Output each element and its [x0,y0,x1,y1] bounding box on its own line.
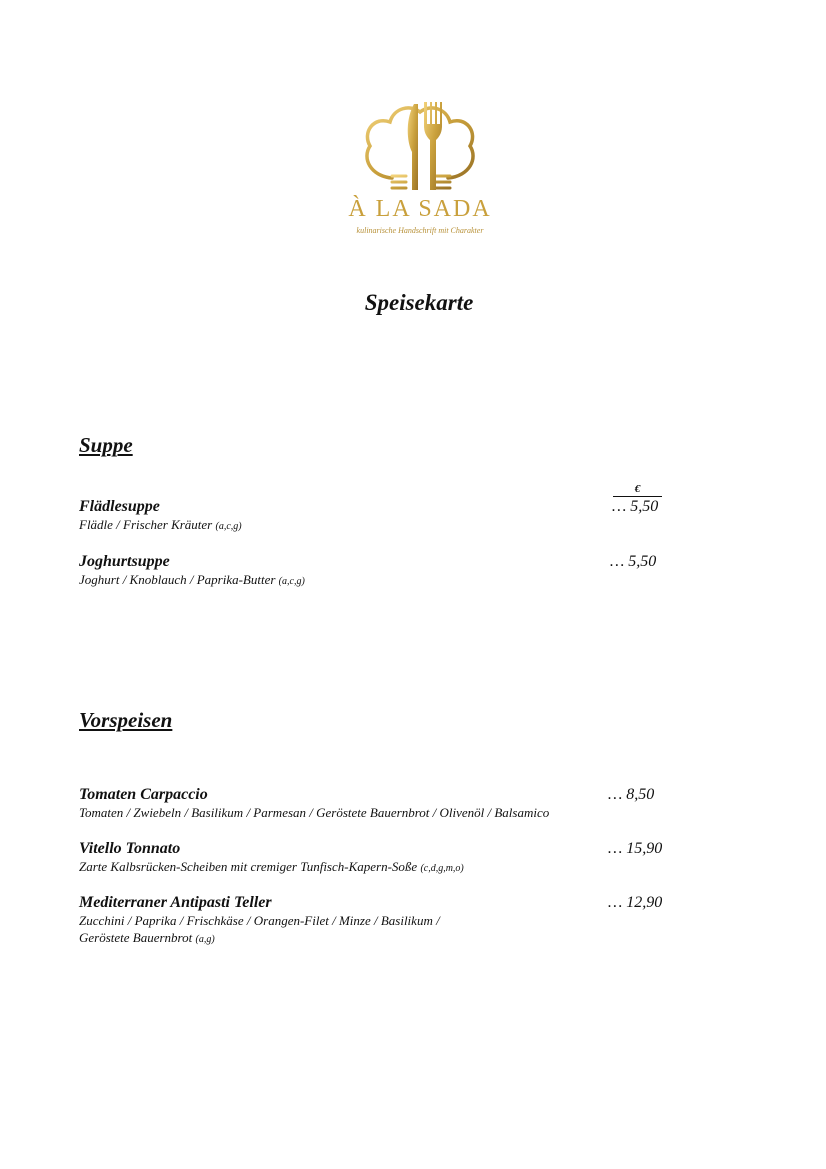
item-name: Joghurtsuppe [79,553,170,570]
item-description-line-2 [79,929,679,948]
item-description-text: Geröstete Bauernbrot [79,930,193,945]
item-price: … 15,90 [608,840,663,857]
item-allergens: (a,c,g) [278,576,305,587]
item-description-text: Joghurt / Knoblauch / Paprika-Butter [79,572,276,587]
item-price: … 12,90 [608,894,663,911]
item-description [79,571,679,590]
item-name: Flädlesuppe [79,498,160,515]
item-description [79,516,679,535]
item-name: Tomaten Carpaccio [79,786,208,803]
item-allergens: (a,c,g) [215,521,242,532]
item-price: … 5,50 [612,498,659,515]
item-name: Mediterraner Antipasti Teller [79,894,272,911]
item-price: … 8,50 [608,786,655,803]
section-title-vorspeisen: Vorspeisen [79,708,173,732]
item-description-text: Flädle / Frischer Kräuter [79,517,213,532]
brand-name: À LA SADA [348,196,492,222]
menu-item [79,894,679,948]
brand-tagline: kulinarische Handschrift mit Charakter [356,226,484,235]
menu-item [79,840,679,877]
item-name: Vitello Tonnato [79,840,181,857]
item-allergens: (a,g) [195,934,215,945]
menu-item [79,786,679,821]
chef-hat-cutlery-icon [340,96,500,196]
item-description [79,858,679,877]
item-price: … 5,50 [610,553,657,570]
item-description-text: Zarte Kalbsrücken-Scheiben mit cremiger Tunfisch-Kapern-Soße [79,859,418,874]
menu-item [79,553,679,590]
item-description-text: Tomaten / Zwiebeln / Basilikum / Parmesan / Geröstete Bauernbrot / Olivenöl / Balsamico [79,805,550,820]
menu-item [79,498,679,535]
page-title: Speisekarte [364,290,474,315]
currency-header: € [613,483,662,497]
item-description-line-1: Zucchini / Paprika / Frischkäse / Orangen-Filet / Minze / Basilikum / [79,913,440,928]
item-description [79,804,679,821]
section-title-suppe: Suppe [79,433,133,457]
item-allergens: (c,d,g,m,o) [420,863,464,874]
